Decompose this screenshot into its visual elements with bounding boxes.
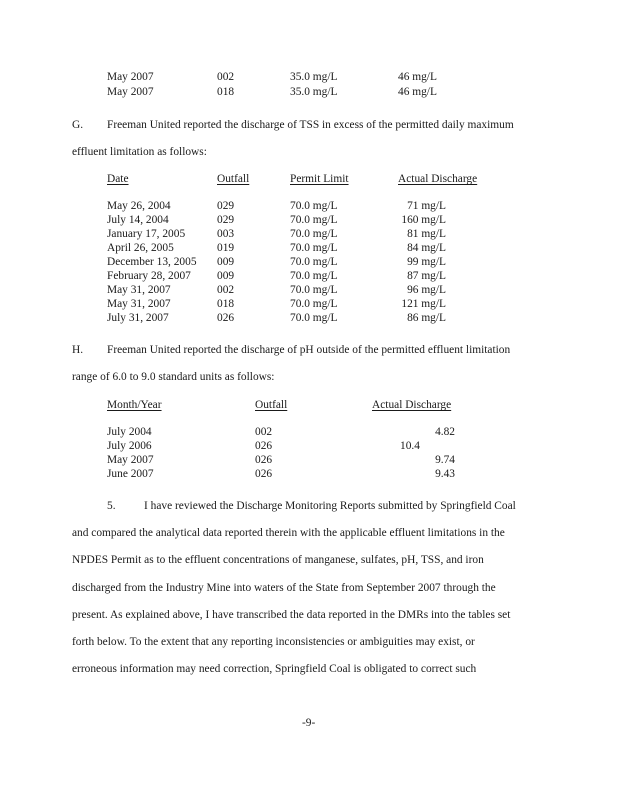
table-cell-outfall: 003 (217, 228, 235, 240)
table-cell-month: July 2006 (107, 440, 152, 452)
column-header-actual: Actual Discharge (372, 399, 452, 411)
table-cell-limit: 70.0 mg/L (290, 312, 338, 324)
table-cell-limit: 70.0 mg/L (290, 242, 338, 254)
section-letter: H. (72, 344, 84, 356)
column-header-date: Date (107, 173, 129, 185)
column-header-actual: Actual Discharge (398, 173, 478, 185)
table-cell-date: July 31, 2007 (107, 312, 169, 324)
page-number: -9- (302, 717, 316, 729)
table-cell-actual: 46 mg/L (398, 71, 437, 83)
section-text: Freeman United reported the discharge of TSS in excess of the permitted daily maximum (107, 119, 514, 131)
table-cell-outfall: 026 (255, 440, 273, 452)
table-cell-actual: 4.82 (435, 426, 455, 438)
table-cell-outfall: 026 (255, 454, 273, 466)
paragraph-line: NPDES Permit as to the effluent concentrations of manganese, sulfates, pH, TSS, and iron (72, 554, 484, 566)
paragraph-line: I have reviewed the Discharge Monitoring Reports submitted by Springfield Coal (144, 500, 516, 512)
table-cell-date: January 17, 2005 (107, 228, 186, 240)
paragraph-line: present. As explained above, I have transcribed the data reported in the DMRs into the tables set (72, 609, 511, 621)
column-header-month: Month/Year (107, 399, 162, 411)
column-header-outfall: Outfall (255, 399, 288, 411)
table-cell-date: May 26, 2004 (107, 200, 171, 212)
table-cell-actual: 10.4 (400, 440, 420, 452)
table-cell-outfall: 018 (217, 86, 235, 98)
table-cell-actual: 96 mg/L (407, 284, 446, 296)
table-cell-date: May 2007 (107, 86, 154, 98)
table-cell-date: May 2007 (107, 71, 154, 83)
paragraph-line: discharged from the Industry Mine into waters of the State from September 2007 through the (72, 582, 496, 594)
table-cell-limit: 70.0 mg/L (290, 228, 338, 240)
table-cell-actual: 84 mg/L (407, 242, 446, 254)
table-cell-date: April 26, 2005 (107, 242, 174, 254)
table-cell-actual: 99 mg/L (407, 256, 446, 268)
section-text: Freeman United reported the discharge of pH outside of the permitted effluent limitation (107, 344, 511, 356)
table-cell-actual: 121 mg/L (401, 298, 446, 310)
table-cell-limit: 70.0 mg/L (290, 298, 338, 310)
paragraph-number: 5. (107, 500, 116, 512)
table-cell-outfall: 009 (217, 270, 235, 282)
table-cell-outfall: 002 (217, 71, 235, 83)
table-cell-outfall: 026 (217, 312, 235, 324)
paragraph-line: erroneous information may need correction, Springfield Coal is obligated to correct such (72, 663, 477, 675)
table-cell-actual: 9.43 (435, 468, 455, 480)
table-cell-outfall: 029 (217, 214, 235, 226)
table-cell-date: May 31, 2007 (107, 284, 171, 296)
table-cell-actual: 81 mg/L (407, 228, 446, 240)
table-cell-actual: 160 mg/L (401, 214, 446, 226)
table-cell-limit: 70.0 mg/L (290, 270, 338, 282)
table-cell-actual: 46 mg/L (398, 86, 437, 98)
table-cell-actual: 87 mg/L (407, 270, 446, 282)
table-cell-month: June 2007 (107, 468, 154, 480)
table-cell-date: February 28, 2007 (107, 270, 191, 282)
table-cell-limit: 35.0 mg/L (290, 86, 338, 98)
table-cell-outfall: 009 (217, 256, 235, 268)
table-cell-limit: 70.0 mg/L (290, 284, 338, 296)
table-cell-outfall: 002 (255, 426, 273, 438)
table-cell-outfall: 026 (255, 468, 273, 480)
paragraph-line: and compared the analytical data reported therein with the applicable effluent limitations in the (72, 527, 505, 539)
section-letter: G. (72, 119, 84, 131)
section-text: range of 6.0 to 9.0 standard units as follows: (72, 371, 275, 383)
table-cell-outfall: 019 (217, 242, 235, 254)
section-text: effluent limitation as follows: (72, 146, 207, 158)
table-cell-date: December 13, 2005 (107, 256, 197, 268)
column-header-outfall: Outfall (217, 173, 250, 185)
table-cell-actual: 86 mg/L (407, 312, 446, 324)
table-cell-outfall: 029 (217, 200, 235, 212)
table-cell-outfall: 002 (217, 284, 235, 296)
table-cell-outfall: 018 (217, 298, 235, 310)
column-header-limit: Permit Limit (290, 173, 349, 185)
table-cell-limit: 70.0 mg/L (290, 214, 338, 226)
table-cell-actual: 71 mg/L (407, 200, 446, 212)
table-cell-limit: 35.0 mg/L (290, 71, 338, 83)
table-cell-actual: 9.74 (435, 454, 455, 466)
table-cell-limit: 70.0 mg/L (290, 200, 338, 212)
table-cell-limit: 70.0 mg/L (290, 256, 338, 268)
table-cell-date: July 14, 2004 (107, 214, 169, 226)
table-cell-month: May 2007 (107, 454, 154, 466)
table-cell-month: July 2004 (107, 426, 152, 438)
table-cell-date: May 31, 2007 (107, 298, 171, 310)
paragraph-line: forth below. To the extent that any reporting inconsistencies or ambiguities may exist, or (72, 636, 475, 648)
